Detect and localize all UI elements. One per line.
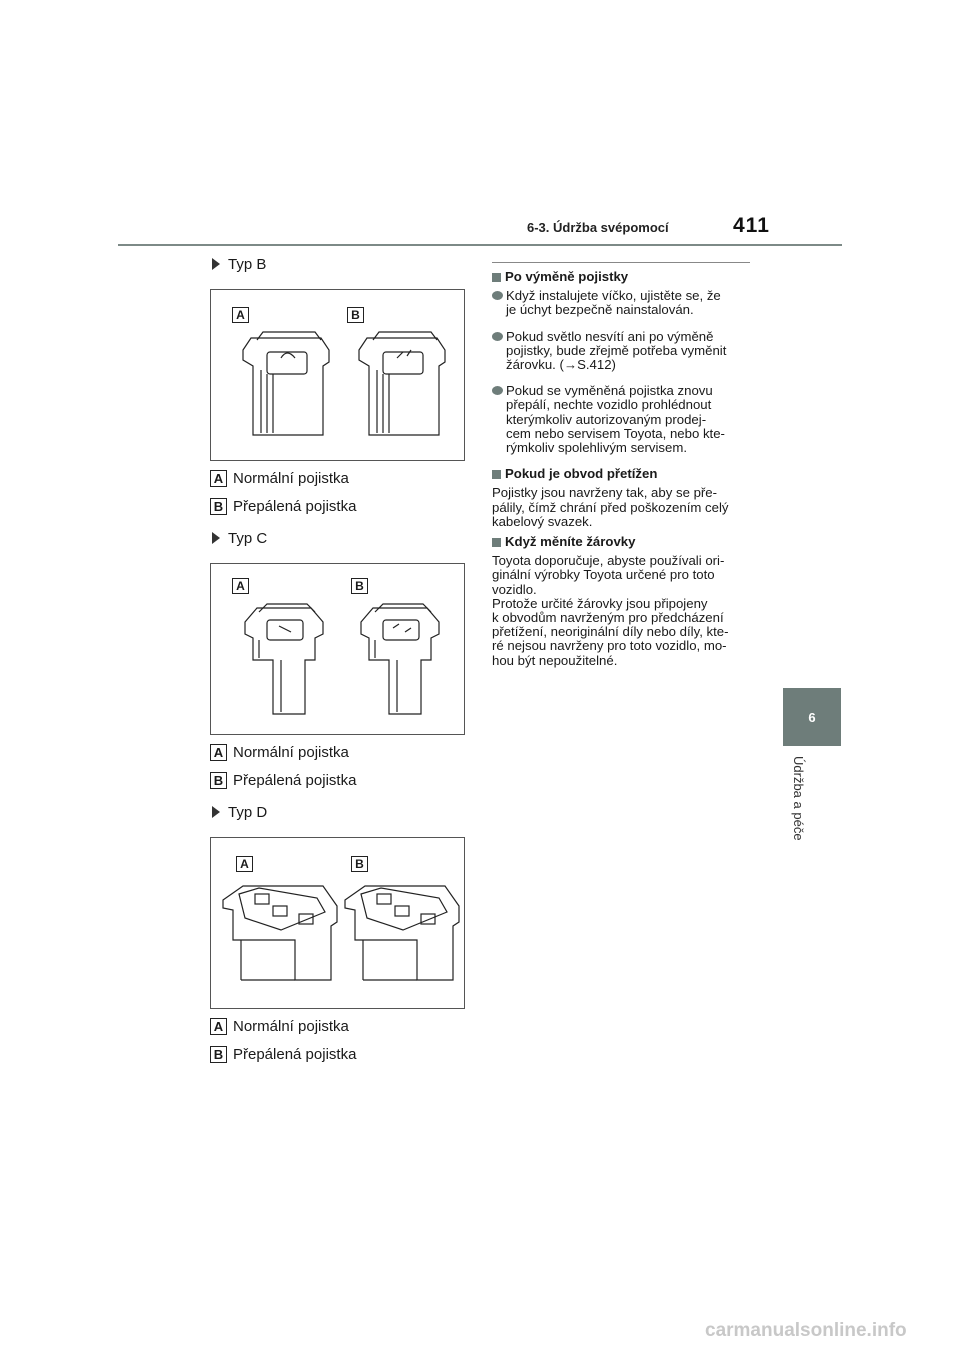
- square-bullet-icon: [492, 273, 501, 282]
- chapter-tab: [783, 688, 841, 746]
- normal-fuse-c: [245, 604, 323, 714]
- chapter-number: 6: [808, 709, 816, 725]
- bullet-line: přepálí, nechte vozidlo prohlédnout: [506, 397, 712, 413]
- type-b-title: Typ B: [228, 255, 267, 273]
- normal-fuse-d: [223, 886, 337, 980]
- chapter-label: Údržba a péče: [791, 756, 806, 841]
- triangle-marker-icon: [212, 532, 220, 544]
- legend-key-a: A: [210, 1018, 227, 1035]
- legend-a: [210, 467, 470, 489]
- bullet-line: Když instalujete víčko, ujistěte se, že: [506, 288, 721, 304]
- blown-fuse-b: [359, 332, 445, 435]
- legend-a: [210, 1015, 470, 1037]
- fig-label-b: B: [351, 578, 368, 594]
- round-bullet-icon: [492, 291, 503, 300]
- bullet-item: [492, 289, 750, 323]
- legend-b: [210, 495, 470, 517]
- section-heading-text: Po výměně pojistky: [505, 269, 629, 284]
- blown-fuse-c: [361, 604, 439, 714]
- legend-a: [210, 741, 470, 763]
- legend-text-a: Normální pojistka: [233, 469, 349, 487]
- section-title: 6-3. Údržba svépomocí: [527, 220, 669, 235]
- fuse-types-column: [210, 253, 470, 1065]
- para-line: pálily, čímž chrání před poškozením celý: [492, 499, 729, 515]
- legend-key-a: A: [210, 744, 227, 761]
- bullet-item: [492, 330, 750, 379]
- type-c-figure: [210, 563, 465, 735]
- bullet-line: žárovku. (→S.412): [506, 357, 616, 373]
- legend-key-b: B: [210, 772, 227, 789]
- notes-top-rule: [492, 262, 750, 263]
- legend-text-b: Přepálená pojistka: [233, 771, 357, 789]
- fig-label-b: B: [347, 307, 364, 323]
- type-b-heading: [212, 253, 470, 275]
- fig-label-a: A: [236, 856, 253, 872]
- notes-column: [492, 262, 750, 674]
- square-bullet-icon: [492, 470, 501, 479]
- bullet-line: pojistky, bude zřejmě potřeba vyměnit: [506, 342, 727, 358]
- section-heading-overload: [492, 467, 750, 481]
- para-line: přetížení, neoriginální díly nebo díly, kte-: [492, 624, 729, 640]
- legend-text-a: Normální pojistka: [233, 1017, 349, 1035]
- paragraph-overload: [492, 486, 750, 529]
- legend-text-b: Přepálená pojistka: [233, 1045, 357, 1063]
- type-c-heading: [212, 527, 470, 549]
- section-heading-after-replacement: [492, 270, 750, 284]
- para-line: k obvodům navrženým pro předcházení: [492, 610, 724, 626]
- para-line: Toyota doporučuje, abyste používali ori-: [492, 553, 725, 569]
- type-d-title: Typ D: [228, 803, 268, 821]
- type-b-fuse-drawing: [211, 290, 464, 460]
- bullet-item: [492, 384, 750, 461]
- type-c-fuse-drawing: [211, 564, 464, 734]
- para-line: ré nejsou navrženy pro toto vozidlo, mo-: [492, 638, 727, 654]
- bullet-line: kterýmkoliv autorizovaným prodej-: [506, 411, 707, 427]
- legend-key-b: B: [210, 498, 227, 515]
- legend-key-b: B: [210, 1046, 227, 1063]
- fig-label-a: A: [232, 578, 249, 594]
- type-d-heading: [212, 801, 470, 823]
- page-number: 411: [733, 214, 770, 237]
- square-bullet-icon: [492, 538, 501, 547]
- watermark: carmanualsonline.info: [705, 1320, 907, 1341]
- header-rule: [118, 244, 842, 246]
- bullet-line: rýmkoliv spolehlivým servisem.: [506, 440, 687, 456]
- bullet-line: cem nebo servisem Toyota, nebo kte-: [506, 425, 725, 441]
- legend-b: [210, 1043, 470, 1065]
- paragraph-bulbs: [492, 554, 750, 668]
- bullet-line: Pokud světlo nesvítí ani po výměně: [506, 328, 714, 344]
- section-heading-bulbs: [492, 535, 750, 549]
- legend-key-a: A: [210, 470, 227, 487]
- para-line: ginální výrobky Toyota určené pro toto: [492, 567, 715, 583]
- normal-fuse-b: [243, 332, 329, 435]
- round-bullet-icon: [492, 386, 503, 395]
- para-line: Protože určité žárovky jsou připojeny: [492, 595, 708, 611]
- section-heading-text: Pokud je obvod přetížen: [505, 466, 658, 482]
- type-d-fuse-drawing: [211, 838, 464, 1008]
- para-line: vozidlo.: [492, 581, 537, 597]
- legend-text-a: Normální pojistka: [233, 743, 349, 761]
- para-line: kabelový svazek.: [492, 513, 593, 529]
- type-c-title: Typ C: [228, 529, 268, 547]
- bullet-line: Pokud se vyměněná pojistka znovu: [506, 383, 713, 399]
- fig-label-b: B: [351, 856, 368, 872]
- para-line: hou být nepoužitelné.: [492, 652, 618, 668]
- bullet-line: je úchyt bezpečně nainstalován.: [506, 302, 694, 318]
- triangle-marker-icon: [212, 806, 220, 818]
- legend-text-b: Přepálená pojistka: [233, 497, 357, 515]
- blown-fuse-d: [345, 886, 459, 980]
- legend-b: [210, 769, 470, 791]
- round-bullet-icon: [492, 332, 503, 341]
- triangle-marker-icon: [212, 258, 220, 270]
- para-line: Pojistky jsou navrženy tak, aby se pře-: [492, 485, 718, 501]
- type-b-figure: [210, 289, 465, 461]
- fig-label-a: A: [232, 307, 249, 323]
- section-heading-text: Když měníte žárovky: [505, 534, 636, 550]
- type-d-figure: [210, 837, 465, 1009]
